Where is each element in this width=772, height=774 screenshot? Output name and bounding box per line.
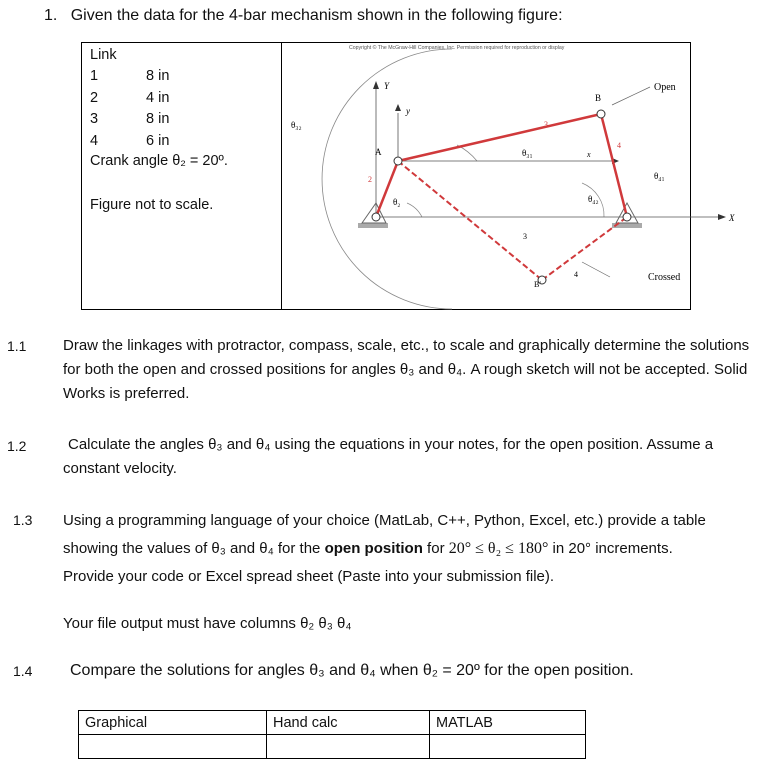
cell-matlab[interactable]: [430, 735, 586, 759]
pin-B: [597, 110, 605, 118]
question-number: 1.: [44, 7, 58, 24]
comparison-table: [78, 710, 586, 759]
header-graphical: Graphical: [79, 711, 267, 735]
header-hand-calc: Hand calc: [267, 711, 430, 735]
label-4-crossed: 4: [574, 270, 578, 279]
question-title: [44, 7, 563, 25]
y-axis-arrow: [373, 81, 379, 89]
section-1-3-text: Using a programming language of your choice (MatLab, C++, Python, Excel, etc.) provide a table showing the values of θ₃ and θ₄ for the open position for 20° ≤ θ₂ ≤ 180° in 20° increments. Provide your code or Excel spread sheet (Paste into your submission file).: [63, 512, 706, 585]
section-number: 1.3: [13, 512, 33, 528]
open-leader: [612, 87, 650, 105]
question-text: Given the data for the 4-bar mechanism shown in the following figure:: [70, 7, 563, 24]
header-matlab: MATLAB: [430, 711, 586, 735]
copyright-text: Copyright © The McGraw-Hill Companies, Inc. Permission required for reproduction or display: [349, 45, 565, 51]
pin-O2: [372, 213, 380, 221]
label-theta31: θ₃₁: [522, 148, 533, 158]
y-local-arrow: [395, 104, 401, 111]
section-number: 1.2: [7, 438, 27, 454]
theta2-arc: [407, 203, 422, 217]
section-1-4-text: Compare the solutions for angles θ₃ and θ₄ when θ₂ = 20º for the open position.: [70, 662, 634, 679]
section-1-2-text: Calculate the angles θ₃ and θ₄ using the equations in your notes, for the open position. Assume a constant velocity.: [63, 436, 714, 477]
label-theta32: θ₃₂: [291, 120, 302, 130]
label-x: x: [587, 150, 591, 159]
link-3-crossed: [398, 161, 542, 280]
label-4: 4: [617, 141, 621, 150]
cell-graphical[interactable]: [79, 735, 267, 759]
label-B2: B′: [534, 280, 542, 289]
crossed-leader: [582, 262, 610, 277]
link-row: 2 4 in: [90, 90, 170, 106]
link-header: Link: [90, 47, 117, 63]
section-1-1-text: Draw the linkages with protractor, compass, scale, etc., to scale and graphically determine the solutions for both the open and crossed positions for angles θ₃ and θ₄. A rough sketch will not be accepted. Solid Works is preferred.: [63, 337, 750, 402]
link-row: 3 8 in: [90, 111, 170, 127]
cell-hand-calc[interactable]: [267, 735, 430, 759]
crank-angle: Crank angle θ₂ = 20º.: [90, 153, 228, 169]
section-number: 1.1: [7, 338, 27, 354]
label-2: 2: [368, 175, 372, 184]
theta2-range: 20° ≤ θ₂ ≤ 180°: [448, 540, 549, 557]
label-A: A: [375, 147, 382, 157]
table-header-row: [79, 711, 586, 735]
section-number: 1.4: [13, 663, 33, 679]
scale-note: Figure not to scale.: [90, 197, 214, 213]
open-position-emphasis: open position: [324, 540, 423, 557]
label-3-crossed: 3: [523, 232, 527, 241]
label-theta41: θ₄₁: [654, 171, 665, 181]
pin-A: [394, 157, 402, 165]
output-columns-note: Your file output must have columns θ₂ θ₃ θ₄: [63, 615, 352, 632]
link-row: 4 6 in: [90, 133, 170, 149]
link-3-open: [398, 114, 601, 161]
table-row: [79, 735, 586, 759]
link-4-open: [601, 114, 627, 217]
label-3: 3: [544, 120, 548, 129]
link-data-panel: [82, 43, 282, 309]
figure-box: [81, 42, 735, 310]
label-Y: Y: [384, 81, 390, 91]
label-theta2: θ₂: [393, 197, 401, 207]
x-axis-arrow: [718, 214, 726, 220]
mechanism-diagram: [282, 43, 735, 309]
pin-O4: [623, 213, 631, 221]
label-X: X: [729, 213, 735, 223]
link-row: 1 8 in: [90, 68, 170, 84]
label-y: y: [406, 106, 410, 116]
label-open: Open: [654, 82, 676, 93]
label-theta42: θ₄₂: [588, 194, 599, 204]
label-crossed: Crossed: [648, 272, 681, 283]
label-B: B: [595, 93, 602, 103]
link-2: [376, 161, 401, 217]
